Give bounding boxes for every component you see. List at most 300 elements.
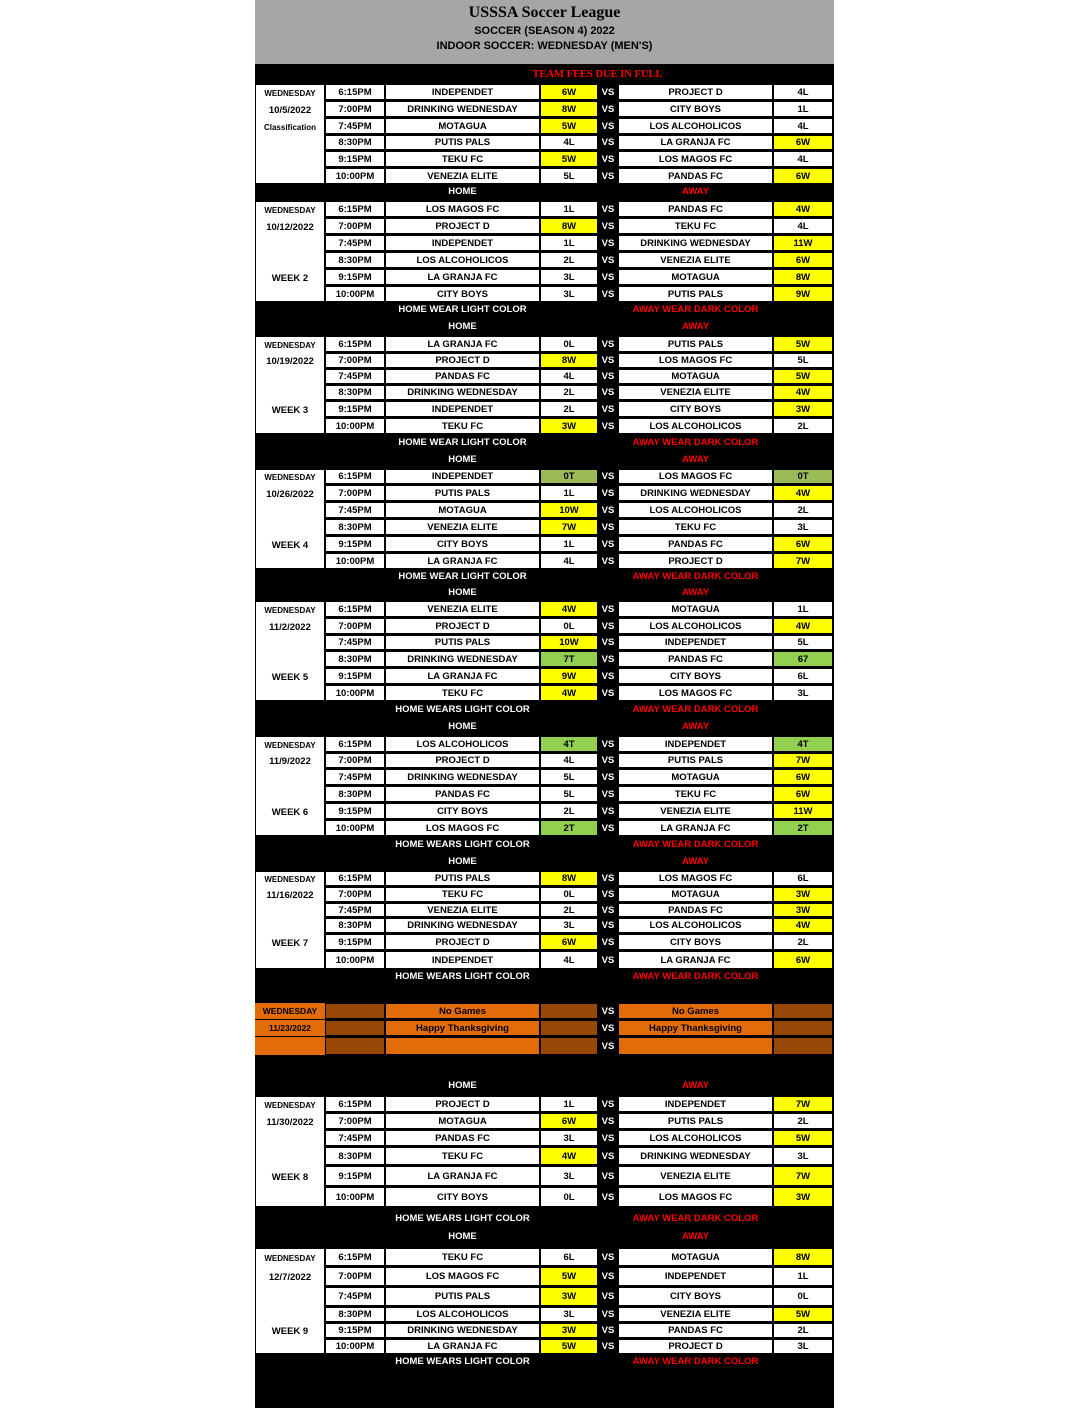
- home-score: 1L: [540, 1096, 598, 1112]
- vs-label: VS: [601, 153, 615, 165]
- holiday-home-text: [385, 1037, 540, 1055]
- vs-label: VS: [601, 371, 615, 382]
- vs-label: VS: [601, 1098, 615, 1110]
- game-row: [255, 1267, 834, 1286]
- game-row: [255, 769, 834, 785]
- holiday-away-text: Happy Thanksgiving: [618, 1020, 773, 1036]
- game-row: [255, 918, 834, 933]
- game-row: [255, 502, 834, 518]
- away-team: TEKU FC: [618, 218, 773, 234]
- home-wear-note: HOME WEARS LIGHT COLOR: [395, 971, 530, 982]
- away-team: VENEZIA ELITE: [618, 803, 773, 819]
- vs-label: VS: [601, 889, 615, 900]
- date-block: [255, 1096, 325, 1207]
- home-score: 5L: [540, 786, 598, 802]
- game-row: [255, 903, 834, 917]
- away-score: 4T: [773, 736, 833, 752]
- home-score: 3L: [540, 1166, 598, 1186]
- section-band: [255, 702, 834, 717]
- home-score: 2L: [540, 803, 598, 819]
- home-score: 3L: [540, 1307, 598, 1322]
- home-team: MOTAGUA: [385, 502, 540, 518]
- away-team: MOTAGUA: [618, 887, 773, 902]
- vs-label: VS: [601, 1132, 615, 1144]
- home-score: 2L: [540, 401, 598, 417]
- vs-label: VS: [601, 555, 615, 567]
- weekday-label: WEDNESDAY: [264, 605, 316, 615]
- game-time: 7:00PM: [325, 353, 385, 368]
- holiday-time: [325, 1037, 385, 1055]
- away-team: TEKU FC: [618, 786, 773, 802]
- vs-label: VS: [601, 653, 615, 665]
- game-time: 6:15PM: [325, 84, 385, 100]
- home-score: 0L: [540, 336, 598, 352]
- game-row: [255, 1130, 834, 1146]
- game-time: 10:00PM: [325, 1339, 385, 1354]
- home-header: HOME: [448, 453, 477, 465]
- home-score: 7W: [540, 519, 598, 535]
- vs-label: VS: [601, 254, 615, 266]
- away-team: VENEZIA ELITE: [618, 385, 773, 400]
- away-team: VENEZIA ELITE: [618, 252, 773, 268]
- section-band: [255, 435, 834, 450]
- game-time: 7:00PM: [325, 101, 385, 117]
- home-header: HOME: [448, 587, 477, 598]
- away-score: 8W: [773, 269, 833, 285]
- away-score: 5W: [773, 1130, 833, 1146]
- game-time: 9:15PM: [325, 536, 385, 552]
- home-team: CITY BOYS: [385, 286, 540, 302]
- game-row: [255, 286, 834, 302]
- home-team: LA GRANJA FC: [385, 668, 540, 684]
- date-block: [255, 469, 325, 569]
- away-team: DRINKING WEDNESDAY: [618, 235, 773, 251]
- game-time: 7:00PM: [325, 218, 385, 234]
- away-team: LOS ALCOHOLICOS: [618, 418, 773, 434]
- home-team: TEKU FC: [385, 1147, 540, 1165]
- away-score: 6L: [773, 668, 833, 684]
- away-score: 11W: [773, 235, 833, 251]
- away-team: CITY BOYS: [618, 401, 773, 417]
- away-score: 7W: [773, 1166, 833, 1186]
- home-team: PUTIS PALS: [385, 635, 540, 650]
- home-team: INDEPENDET: [385, 469, 540, 484]
- home-score: 8W: [540, 353, 598, 368]
- holiday-time: [325, 1020, 385, 1036]
- away-team: INDEPENDET: [618, 1267, 773, 1286]
- away-team: PUTIS PALS: [618, 1113, 773, 1129]
- away-team: MOTAGUA: [618, 1248, 773, 1266]
- game-row: [255, 803, 834, 819]
- game-row: [255, 418, 834, 434]
- away-score: 4W: [773, 201, 833, 217]
- game-time: 8:30PM: [325, 519, 385, 535]
- away-team: CITY BOYS: [618, 101, 773, 117]
- home-team: DRINKING WEDNESDAY: [385, 101, 540, 117]
- section-band: [255, 969, 834, 984]
- home-score: 8W: [540, 101, 598, 117]
- home-score: 5L: [540, 769, 598, 785]
- weekday-label: WEDNESDAY: [264, 340, 316, 350]
- game-row: [255, 135, 834, 150]
- section-band: [255, 718, 834, 734]
- home-header: HOME: [448, 720, 477, 732]
- game-time: 7:00PM: [325, 1113, 385, 1129]
- holiday-date: [255, 1037, 325, 1055]
- game-row: [255, 635, 834, 650]
- home-score: 0L: [540, 618, 598, 634]
- home-score: 4L: [540, 753, 598, 768]
- home-wear-note: HOME WEARS LIGHT COLOR: [395, 1356, 530, 1367]
- away-team: LOS ALCOHOLICOS: [618, 918, 773, 933]
- section-band: [255, 1210, 834, 1226]
- away-score: 67: [773, 651, 833, 667]
- away-team: PANDAS FC: [618, 168, 773, 184]
- week-label: WEEK 4: [271, 539, 309, 551]
- game-time: 6:15PM: [325, 336, 385, 352]
- home-score: 6W: [540, 1113, 598, 1129]
- away-team: INDEPENDET: [618, 736, 773, 752]
- home-team: DRINKING WEDNESDAY: [385, 385, 540, 400]
- game-date: 11/9/2022: [269, 756, 311, 767]
- home-team: TEKU FC: [385, 887, 540, 902]
- away-team: PUTIS PALS: [618, 336, 773, 352]
- home-header: HOME: [448, 1230, 477, 1242]
- away-team: PANDAS FC: [618, 536, 773, 552]
- away-score: 4L: [773, 218, 833, 234]
- home-score: 5W: [540, 151, 598, 167]
- home-score: 8W: [540, 871, 598, 886]
- game-row: [255, 1339, 834, 1354]
- home-team: PROJECT D: [385, 934, 540, 950]
- home-score: 5W: [540, 118, 598, 134]
- game-row: [255, 685, 834, 701]
- game-date: 10/19/2022: [266, 356, 314, 367]
- game-time: 6:15PM: [325, 601, 385, 617]
- home-score: 4W: [540, 685, 598, 701]
- away-score: 4W: [773, 618, 833, 634]
- game-row: [255, 668, 834, 684]
- home-score: 4T: [540, 736, 598, 752]
- away-score: 4W: [773, 385, 833, 400]
- game-row: [255, 401, 834, 417]
- week-label: WEEK 6: [271, 806, 309, 818]
- away-score: 3L: [773, 1147, 833, 1165]
- vs-label: VS: [601, 620, 615, 632]
- home-score: 3W: [540, 418, 598, 434]
- game-row: [255, 786, 834, 802]
- away-score: 6W: [773, 769, 833, 785]
- week-label: WEEK 8: [271, 1171, 309, 1183]
- away-header: AWAY: [681, 855, 710, 867]
- home-team: CITY BOYS: [385, 803, 540, 819]
- week-label: WEEK 7: [271, 937, 309, 949]
- section-band: [255, 1354, 834, 1369]
- home-team: LA GRANJA FC: [385, 269, 540, 285]
- game-time: 7:45PM: [325, 118, 385, 134]
- away-header: AWAY: [681, 720, 710, 732]
- vs-label: VS: [601, 538, 615, 550]
- game-time: 7:45PM: [325, 769, 385, 785]
- game-time: 7:00PM: [325, 1267, 385, 1286]
- weekday-label: WEDNESDAY: [264, 473, 316, 482]
- away-score: 2L: [773, 418, 833, 434]
- away-score: 4L: [773, 151, 833, 167]
- vs-label: VS: [601, 271, 615, 283]
- league-title: USSSA Soccer League: [468, 4, 621, 21]
- home-header: HOME: [448, 186, 477, 197]
- game-time: 7:45PM: [325, 235, 385, 251]
- game-time: 9:15PM: [325, 803, 385, 819]
- game-row: [255, 151, 834, 167]
- vs-label: VS: [601, 637, 615, 648]
- home-team: CITY BOYS: [385, 536, 540, 552]
- game-time: 8:30PM: [325, 135, 385, 150]
- vs-label: VS: [601, 1309, 615, 1320]
- away-score: 9W: [773, 286, 833, 302]
- away-header: AWAY: [681, 587, 710, 598]
- home-team: TEKU FC: [385, 1248, 540, 1266]
- away-team: CITY BOYS: [618, 1287, 773, 1306]
- game-time: 6:15PM: [325, 469, 385, 484]
- game-row: [255, 101, 834, 117]
- home-team: INDEPENDET: [385, 401, 540, 417]
- game-time: 8:30PM: [325, 1147, 385, 1165]
- vs-label: VS: [601, 1150, 615, 1162]
- holiday-time: [325, 1003, 385, 1019]
- date-block: [255, 336, 325, 434]
- away-score: 4W: [773, 918, 833, 933]
- home-score: 5W: [540, 1267, 598, 1286]
- section-band: [255, 318, 834, 334]
- date-block: [255, 1248, 325, 1354]
- holiday-row: [255, 1003, 834, 1019]
- vs-label: VS: [601, 420, 615, 432]
- section-band: [255, 451, 834, 467]
- weekday-label: WEDNESDAY: [264, 1253, 316, 1263]
- away-score: 6W: [773, 951, 833, 969]
- vs-label: VS: [601, 954, 615, 966]
- vs-label: VS: [601, 738, 615, 750]
- home-header: HOME: [448, 320, 477, 332]
- home-team: DRINKING WEDNESDAY: [385, 651, 540, 667]
- vs-label: VS: [601, 203, 615, 215]
- home-score: 3W: [540, 1287, 598, 1306]
- away-wear-note: AWAY WEAR DARK COLOR: [632, 303, 759, 315]
- holiday-away-score: [773, 1003, 833, 1019]
- home-score: 1L: [540, 485, 598, 501]
- away-team: PANDAS FC: [618, 1323, 773, 1338]
- away-score: 1L: [773, 1267, 833, 1286]
- holiday-home-score: [540, 1020, 598, 1036]
- game-row: [255, 519, 834, 535]
- away-team: PUTIS PALS: [618, 753, 773, 768]
- classification-label: Classification: [263, 122, 316, 132]
- game-time: 6:15PM: [325, 736, 385, 752]
- away-score: 7W: [773, 1096, 833, 1112]
- away-team: PANDAS FC: [618, 651, 773, 667]
- away-team: CITY BOYS: [618, 934, 773, 950]
- game-row: [255, 269, 834, 285]
- home-wear-note: HOME WEARS LIGHT COLOR: [395, 839, 530, 850]
- home-team: MOTAGUA: [385, 118, 540, 134]
- home-team: PUTIS PALS: [385, 485, 540, 501]
- vs-label: VS: [601, 120, 615, 132]
- vs-label: VS: [601, 670, 615, 682]
- home-team: LA GRANJA FC: [385, 1339, 540, 1354]
- home-wear-note: HOME WEAR LIGHT COLOR: [398, 303, 527, 315]
- sheet-header: [255, 0, 834, 64]
- home-score: 4L: [540, 553, 598, 569]
- home-team: VENEZIA ELITE: [385, 601, 540, 617]
- game-time: 7:45PM: [325, 1287, 385, 1306]
- section-band: [255, 837, 834, 852]
- away-score: 8W: [773, 1248, 833, 1266]
- home-team: TEKU FC: [385, 151, 540, 167]
- holiday-away-score: [773, 1037, 833, 1055]
- away-team: PROJECT D: [618, 553, 773, 569]
- away-wear-note: AWAY WEAR DARK COLOR: [632, 704, 759, 715]
- away-team: DRINKING WEDNESDAY: [618, 1147, 773, 1165]
- vs-label: VS: [601, 1040, 615, 1052]
- fees-notice: TEAM FEES DUE IN FULL: [532, 69, 663, 80]
- home-score: 7T: [540, 651, 598, 667]
- away-team: INDEPENDET: [618, 1096, 773, 1112]
- away-score: 3W: [773, 401, 833, 417]
- home-team: PROJECT D: [385, 218, 540, 234]
- vs-label: VS: [601, 504, 615, 516]
- away-score: 1L: [773, 101, 833, 117]
- away-score: 5W: [773, 336, 833, 352]
- vs-label: VS: [601, 403, 615, 415]
- vs-label: VS: [601, 771, 615, 783]
- away-header: AWAY: [681, 186, 710, 197]
- season-subtitle: SOCCER (SEASON 4) 2022: [474, 25, 615, 37]
- home-team: TEKU FC: [385, 685, 540, 701]
- away-header: AWAY: [681, 1230, 710, 1242]
- away-wear-note: AWAY WEAR DARK COLOR: [632, 1356, 759, 1367]
- game-row: [255, 601, 834, 617]
- game-row: [255, 736, 834, 752]
- vs-label: VS: [601, 755, 615, 766]
- weekday-label: WEDNESDAY: [264, 740, 316, 750]
- home-team: PANDAS FC: [385, 1130, 540, 1146]
- section-band: [255, 302, 834, 316]
- vs-label: VS: [601, 1341, 615, 1352]
- home-team: PROJECT D: [385, 1096, 540, 1112]
- game-row: [255, 887, 834, 902]
- vs-label: VS: [601, 936, 615, 948]
- away-team: LA GRANJA FC: [618, 820, 773, 836]
- home-team: LOS MAGOS FC: [385, 201, 540, 217]
- home-score: 6W: [540, 84, 598, 100]
- away-team: PANDAS FC: [618, 903, 773, 917]
- away-team: LOS MAGOS FC: [618, 151, 773, 167]
- holiday-away-text: No Games: [618, 1003, 773, 1019]
- game-date: 12/7/2022: [268, 1272, 312, 1283]
- section-band: [255, 184, 834, 199]
- game-row: [255, 218, 834, 234]
- away-score: 2L: [773, 1113, 833, 1129]
- game-time: 8:30PM: [325, 651, 385, 667]
- holiday-row: [255, 1020, 834, 1036]
- game-row: [255, 1323, 834, 1338]
- section-band: [255, 1077, 834, 1093]
- away-score: 6W: [773, 536, 833, 552]
- game-time: 6:15PM: [325, 1248, 385, 1266]
- game-time: 6:15PM: [325, 1096, 385, 1112]
- home-score: 8W: [540, 218, 598, 234]
- game-time: 7:00PM: [325, 485, 385, 501]
- game-time: 10:00PM: [325, 820, 385, 836]
- game-row: [255, 753, 834, 768]
- game-time: 7:45PM: [325, 1130, 385, 1146]
- home-team: MOTAGUA: [385, 1113, 540, 1129]
- game-date: 10/5/2022: [268, 104, 312, 116]
- game-row: [255, 871, 834, 886]
- home-score: 1L: [540, 536, 598, 552]
- date-block: [255, 201, 325, 302]
- game-time: 10:00PM: [325, 418, 385, 434]
- game-time: 7:45PM: [325, 635, 385, 650]
- vs-label: VS: [601, 920, 615, 931]
- game-row: [255, 84, 834, 100]
- home-score: 2L: [540, 252, 598, 268]
- away-team: TEKU FC: [618, 519, 773, 535]
- game-date: 10/12/2022: [266, 221, 314, 233]
- week-label: WEEK 5: [271, 671, 309, 683]
- home-wear-note: HOME WEAR LIGHT COLOR: [398, 571, 527, 582]
- away-score: 6W: [773, 252, 833, 268]
- away-score: 4L: [773, 118, 833, 134]
- vs-label: VS: [601, 338, 615, 350]
- away-score: 6W: [773, 135, 833, 150]
- home-score: 1L: [540, 201, 598, 217]
- game-row: [255, 1166, 834, 1186]
- away-wear-note: AWAY WEAR DARK COLOR: [632, 971, 759, 982]
- home-score: 4L: [540, 369, 598, 384]
- weekday-label: WEDNESDAY: [264, 875, 316, 884]
- game-time: 7:45PM: [325, 369, 385, 384]
- game-row: [255, 820, 834, 836]
- away-wear-note: AWAY WEAR DARK COLOR: [632, 1212, 759, 1224]
- away-score: 2T: [773, 820, 833, 836]
- schedule-sheet: [255, 0, 834, 1408]
- away-score: 3L: [773, 685, 833, 701]
- section-band: [255, 853, 834, 869]
- weekday-label: WEDNESDAY: [264, 88, 316, 98]
- away-team: LOS MAGOS FC: [618, 469, 773, 484]
- home-score: 3L: [540, 269, 598, 285]
- home-team: VENEZIA ELITE: [385, 903, 540, 917]
- game-row: [255, 252, 834, 268]
- away-team: CITY BOYS: [618, 668, 773, 684]
- home-score: 10W: [540, 502, 598, 518]
- away-team: VENEZIA ELITE: [618, 1166, 773, 1186]
- away-team: INDEPENDET: [618, 635, 773, 650]
- game-row: [255, 1187, 834, 1207]
- away-score: 7W: [773, 553, 833, 569]
- vs-label: VS: [601, 805, 615, 817]
- away-score: 5W: [773, 369, 833, 384]
- game-date: 11/2/2022: [269, 621, 311, 633]
- away-score: 3W: [773, 1187, 833, 1207]
- home-score: 10W: [540, 635, 598, 650]
- away-score: 5L: [773, 635, 833, 650]
- away-team: LA GRANJA FC: [618, 135, 773, 150]
- home-team: LOS ALCOHOLICOS: [385, 252, 540, 268]
- vs-label: VS: [601, 822, 615, 834]
